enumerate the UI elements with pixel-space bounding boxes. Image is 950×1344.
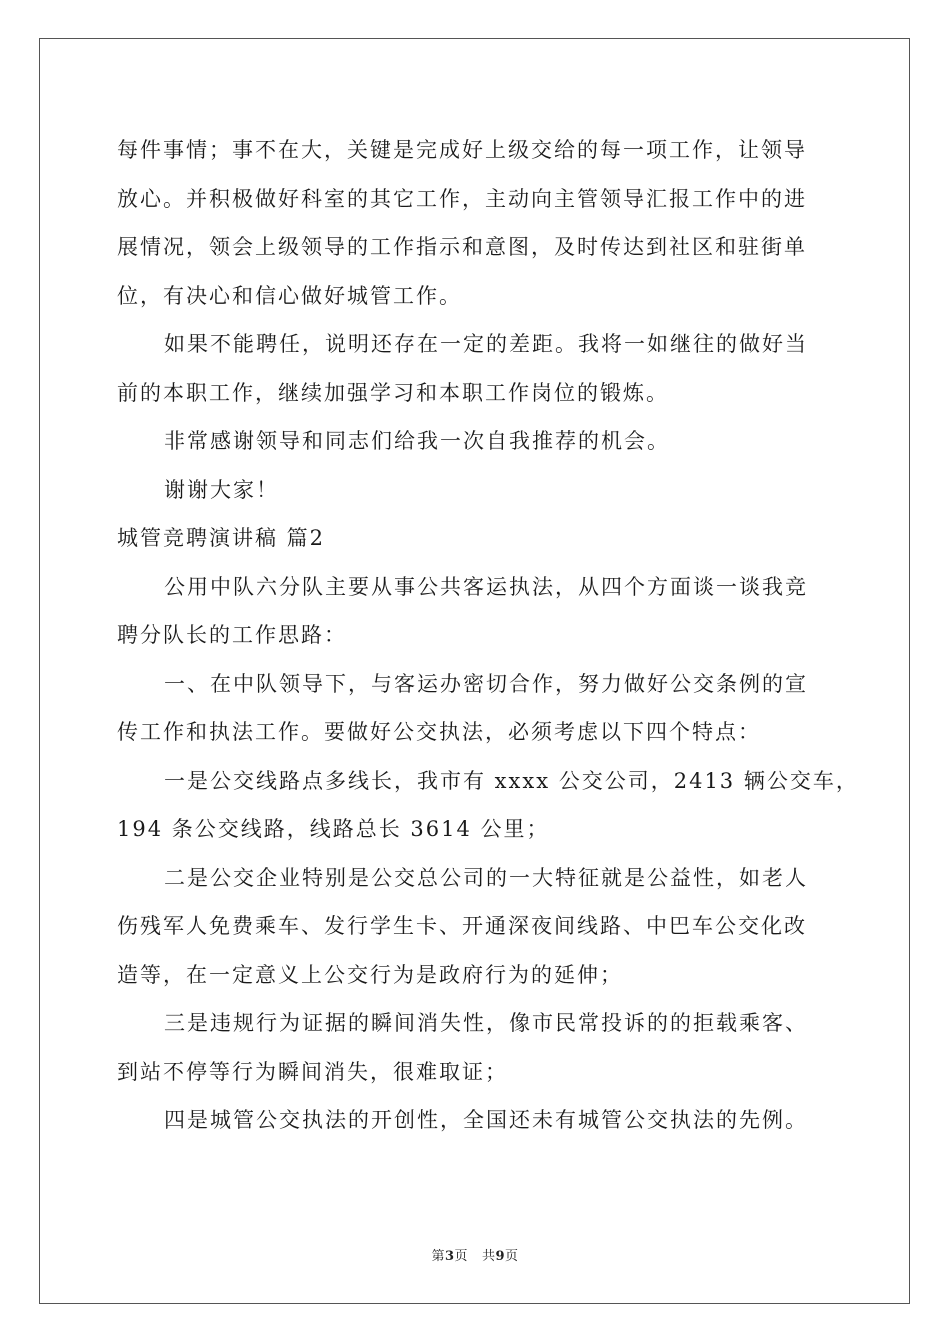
document-body bbox=[117, 126, 859, 1145]
text-line: 聘分队长的工作思路： bbox=[117, 623, 347, 647]
text-line: 伤残军人免费乘车、发行学生卡、开通深夜间线路、中巴车公交化改 bbox=[117, 914, 807, 938]
text-line: 造等，在一定意义上公交行为是政府行为的延伸； bbox=[117, 962, 623, 987]
current-page-number: 3 bbox=[444, 1249, 455, 1264]
paragraph-start: 非常感谢领导和同志们给我一次自我推荐的机会。 bbox=[164, 429, 670, 453]
total-page-count: 9 bbox=[495, 1249, 506, 1264]
paragraph-start: 三是违规行为证据的瞬间消失性，像市民常投诉的的拒载乘客、 bbox=[164, 1011, 808, 1035]
footer-total-prefix: 共 bbox=[481, 1249, 496, 1264]
text-line: 前的本职工作，继续加强学习和本职工作岗位的锻炼。 bbox=[117, 380, 669, 405]
paragraph-start: 二是公交企业特别是公交总公司的一大特征就是公益性，如老人 bbox=[164, 865, 808, 890]
text-line: 放心。并积极做好科室的其它工作，主动向主管领导汇报工作中的进 bbox=[117, 186, 807, 211]
footer-prefix: 第 bbox=[431, 1249, 445, 1264]
paragraph-start: 谢谢大家！ bbox=[164, 477, 279, 502]
paragraph-start: 公用中队六分队主要从事公共客运执法，从四个方面谈一谈我竞 bbox=[164, 574, 808, 599]
paragraph-start: 如果不能聘任，说明还存在一定的差距。我将一如继往的做好当 bbox=[164, 332, 808, 356]
text-line: 194 条公交线路，线路总长 3614 公里； bbox=[117, 817, 550, 841]
paragraph-start: 一、在中队领导下，与客运办密切合作，努力做好公交条例的宣 bbox=[164, 671, 808, 696]
text-line: 展情况，领会上级领导的工作指示和意图，及时传达到社区和驻街单 bbox=[117, 235, 807, 259]
paragraph-start: 一是公交线路点多线长，我市有 xxxx 公交公司，2413 辆公交车， bbox=[164, 768, 859, 793]
text-line: 位，有决心和信心做好城管工作。 bbox=[117, 283, 462, 308]
footer-total-suffix: 页 bbox=[505, 1249, 519, 1264]
text-line: 到站不停等行为瞬间消失，很难取证； bbox=[117, 1059, 508, 1084]
page-footer bbox=[0, 1245, 950, 1264]
text-line: 每件事情；事不在大，关键是完成好上级交给的每一项工作，让领导 bbox=[117, 138, 807, 162]
text-line: 传工作和执法工作。要做好公交执法，必须考虑以下四个特点： bbox=[117, 720, 761, 744]
section-heading: 城管竞聘演讲稿 篇2 bbox=[117, 526, 326, 550]
paragraph-start: 四是城管公交执法的开创性，全国还未有城管公交执法的先例。 bbox=[164, 1108, 808, 1132]
footer-page-suffix: 页 bbox=[454, 1249, 469, 1264]
